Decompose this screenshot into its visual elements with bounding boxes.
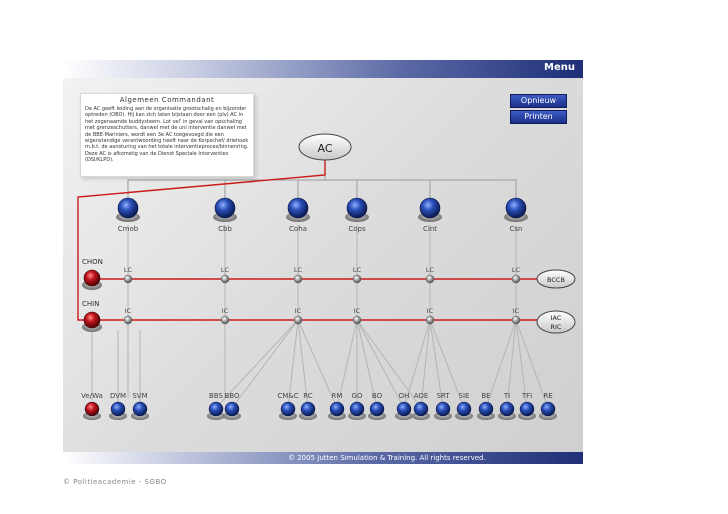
unit-node-cbb[interactable] bbox=[213, 198, 237, 233]
bottom-label-re: RE bbox=[543, 392, 553, 400]
red-line-command bbox=[78, 158, 325, 320]
bottom-label-bbo: BBO bbox=[224, 392, 240, 400]
chon-label: CHON bbox=[82, 258, 103, 266]
bottom-label-be: BE bbox=[481, 392, 491, 400]
bottom-node-rc[interactable] bbox=[299, 392, 317, 420]
bottom-label-bbs: BBS bbox=[209, 392, 223, 400]
bottom-label-svm: SVM bbox=[132, 392, 148, 400]
unit-label-cint: Cint bbox=[422, 225, 438, 233]
bottom-node-svm[interactable] bbox=[131, 392, 149, 420]
info-text: De AC geeft leiding aan de organisatie grootschalig en bijzonder optreden (OBO). Hij kan zich laten bijstaan door een (plv) AC in het zogenaamde buddysteem. Lot vel' in geval van opschaling met grenzeschutters, danwel met de uni interventie danwel met de BBE-Mariniers, wordt een 3e AC toegevoegd die een eigenstandige verantwoording heeft naar de Korpschef/ driehoek m.b.t. de aansturing van het totale interventieproces/binnenring. Deze AC is afkomstig van de Dienst Speciale Interventies (DSI/KLPD). bbox=[85, 106, 249, 164]
bottom-node-rm[interactable] bbox=[328, 392, 346, 420]
bottom-node-re[interactable] bbox=[539, 392, 557, 420]
bottom-bar bbox=[63, 452, 583, 464]
bottom-node-srt[interactable] bbox=[434, 392, 452, 420]
ic-label-coha: IC bbox=[294, 307, 302, 315]
bottom-label-cm-c: CM&C bbox=[277, 392, 299, 400]
bottom-node-dvm[interactable] bbox=[109, 392, 127, 420]
unit-node-cmob[interactable] bbox=[116, 198, 140, 233]
unit-label-csn: Csn bbox=[509, 225, 523, 233]
bottom-label-sie: SIE bbox=[458, 392, 470, 400]
bottom-node-go[interactable] bbox=[348, 392, 366, 420]
unit-node-coha[interactable] bbox=[286, 198, 310, 233]
ic-label-csn: IC bbox=[512, 307, 520, 315]
bottom-label-tfi: TFI bbox=[521, 392, 533, 400]
bccb-node[interactable] bbox=[537, 270, 575, 288]
unit-label-cbb: Cbb bbox=[218, 225, 232, 233]
bottom-label-rm: RM bbox=[331, 392, 343, 400]
bottom-label-srt: SRT bbox=[436, 392, 450, 400]
chon-node[interactable] bbox=[82, 270, 102, 290]
lc-label-coha: LC bbox=[293, 266, 303, 274]
lc-label-csn: LC bbox=[511, 266, 521, 274]
bottom-label-bo: BO bbox=[371, 392, 383, 400]
bottom-node-cm-c[interactable] bbox=[277, 392, 298, 420]
ic-nodes bbox=[124, 307, 520, 324]
ac-label: AC bbox=[317, 142, 333, 155]
iac-label: IAC bbox=[550, 314, 562, 322]
menu-link[interactable]: Menu bbox=[544, 62, 575, 73]
printen-button[interactable]: Printen bbox=[510, 110, 567, 124]
bottom-node-sie[interactable] bbox=[455, 392, 473, 420]
ic-label-cbb: IC bbox=[221, 307, 229, 315]
ic-label-cmob: IC bbox=[124, 307, 132, 315]
connector-lines bbox=[78, 158, 548, 408]
bottom-label-oh: OH bbox=[398, 392, 410, 400]
ac-node[interactable] bbox=[299, 134, 351, 160]
bottom-node-bbs[interactable] bbox=[207, 392, 225, 420]
top-unit-nodes bbox=[116, 198, 528, 233]
chin-node[interactable] bbox=[82, 312, 102, 332]
bottom-node-bbo[interactable] bbox=[223, 392, 241, 420]
lc-label-cops: LC bbox=[352, 266, 362, 274]
bottom-label-dvm: DVM bbox=[109, 392, 127, 400]
bottom-label-ti: TI bbox=[503, 392, 511, 400]
info-box-algemeen-commandant bbox=[80, 93, 254, 177]
bottom-node-be[interactable] bbox=[477, 392, 495, 420]
bottom-node-aoe[interactable] bbox=[412, 392, 430, 420]
bottom-unit-nodes bbox=[81, 392, 557, 420]
info-title: Algemeen Commandant bbox=[119, 96, 215, 104]
bottom-node-ve-wa[interactable] bbox=[81, 392, 103, 420]
bottom-label-rc: RC bbox=[303, 392, 313, 400]
iac-ric-node[interactable] bbox=[537, 311, 575, 333]
lc-label-cbb: LC bbox=[220, 266, 230, 274]
unit-node-cops[interactable] bbox=[345, 198, 369, 233]
lc-nodes bbox=[124, 266, 521, 283]
bottom-label-ve-wa: Ve/Wa bbox=[81, 392, 103, 400]
lc-label-cint: LC bbox=[425, 266, 435, 274]
bottom-label-go: GO bbox=[351, 392, 363, 400]
bottom-node-ti[interactable] bbox=[498, 392, 516, 420]
unit-node-csn[interactable] bbox=[504, 198, 528, 233]
bottom-node-oh[interactable] bbox=[395, 392, 413, 420]
opnieuw-button[interactable]: Opnieuw bbox=[510, 94, 567, 108]
ric-label: RIC bbox=[550, 323, 562, 331]
copyright-text: © 2005 Jutten Simulation & Training. All rights reserved. bbox=[288, 454, 486, 462]
unit-node-cint[interactable] bbox=[418, 198, 442, 233]
bottom-node-tfi[interactable] bbox=[518, 392, 536, 420]
lc-label-cmob: LC bbox=[123, 266, 133, 274]
unit-label-cops: Cops bbox=[348, 225, 366, 233]
ic-label-cops: IC bbox=[353, 307, 361, 315]
bottom-node-bo[interactable] bbox=[368, 392, 386, 420]
connector-top-bus bbox=[128, 180, 516, 205]
chin-label: CHIN bbox=[82, 300, 100, 308]
bottom-label-aoe: AOE bbox=[413, 392, 429, 400]
bccb-label: BCCB bbox=[547, 276, 565, 284]
footer-text: © Politieacademie - SGBO bbox=[63, 478, 167, 486]
fan-lines-csn bbox=[486, 320, 548, 408]
unit-label-coha: Coha bbox=[289, 225, 307, 233]
unit-label-cmob: Cmob bbox=[117, 225, 139, 233]
ic-label-cint: IC bbox=[426, 307, 434, 315]
